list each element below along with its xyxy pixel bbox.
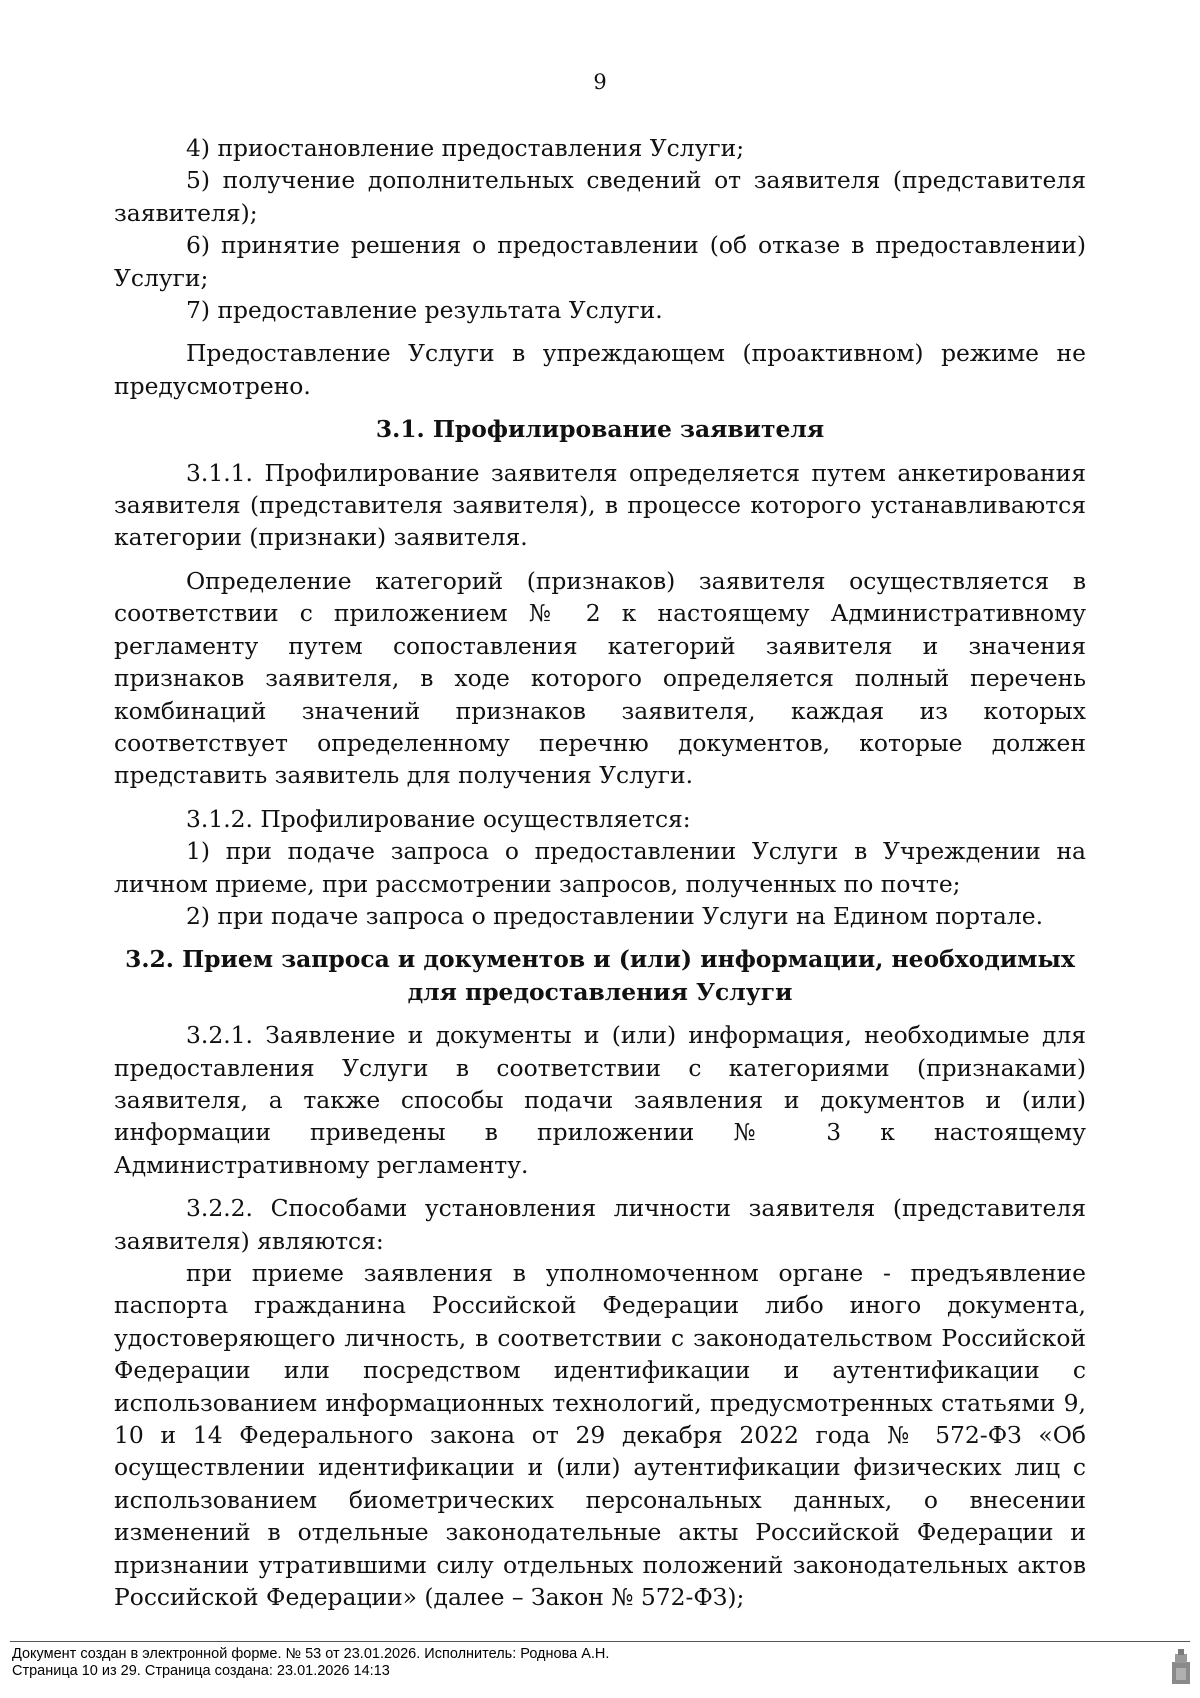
paragraph: 2) при подаче запроса о предоставлении Услуги на Едином портале. — [186, 901, 1044, 930]
paragraph: 3.1.2. Профилирование осуществляется: — [186, 804, 691, 833]
paragraph: 4) приостановление предоставления Услуги; — [186, 134, 745, 162]
paragraph: 3.2.1. Заявление и документы и (или) информация, необходимые для предоставления Услуги в соответствии с категориями (признаками) заявителя, а также способы подачи заявления и документов и (или) информации приведены в приложении № 3 к настоящему Административному регламенту. — [114, 1021, 1086, 1179]
document-footer — [12, 1646, 609, 1680]
section-heading: 3.1. Профилирование заявителя — [375, 415, 825, 444]
paragraph: при приеме заявления в уполномоченном органе - предъявление паспорта гражданина Российской Федерации либо иного документа, удостоверяющего личность, в соответствии с законодательством Российской Федерации или посредством идентификации и аутентификации с использованием информационных технологий, предусмотренных статьями 9, 10 и 14 Федерального закона от 29 декабря 2022 года № 572-ФЗ «Об осуществлении идентификации и (или) аутентификации физических лиц с использованием биометрических персональных данных, о внесении изменений в отдельные законодательные акты Российской Федерации и признании утратившими силу отдельных положений законодательных актов Российской Федерации» (далее – Закон № 572-ФЗ); — [114, 1259, 1086, 1612]
document-body — [114, 132, 1086, 1613]
paragraph: 3.2.2. Способами установления личности заявителя (представителя заявителя) являются: — [114, 1194, 1086, 1255]
page-number: 9 — [593, 70, 607, 94]
paragraph: 6) принятие решения о предоставлении (об отказе в предоставлении) Услуги; — [114, 231, 1086, 292]
footer-line-page: Страница 10 из 29. Страница создана: 23.01.2026 14:13 — [12, 1663, 390, 1679]
paragraph: 7) предоставление результата Услуги. — [186, 296, 663, 325]
emblem-icon — [1170, 1648, 1192, 1686]
section-heading: 3.2. Прием запроса и документов и (или) информации, необходимых для предоставления Услуги — [125, 945, 1075, 1006]
paragraph: 3.1.1. Профилирование заявителя определяется путем анкетирования заявителя (представителя заявителя), в процессе которого устанавливаются категории (признаки) заявителя. — [114, 458, 1086, 552]
paragraph: 1) при подаче запроса о предоставлении Услуги в Учреждении на личном приеме, при рассмотрении запросов, полученных по почте; — [114, 837, 1086, 898]
footer-line-created: Документ создан в электронной форме. № 53 от 23.01.2026. Исполнитель: Роднова А.Н. — [12, 1646, 610, 1662]
paragraph: 5) получение дополнительных сведений от заявителя (представителя заявителя); — [114, 166, 1086, 227]
footer-divider — [10, 1641, 1190, 1642]
paragraph: Предоставление Услуги в упреждающем (проактивном) режиме не предусмотрено. — [114, 339, 1086, 400]
paragraph: Определение категорий (признаков) заявителя осуществляется в соответствии с приложением № 2 к настоящему Административному регламенту путем сопоставления категорий заявителя и значения признаков заявителя, в ходе которого определяется полный перечень комбинаций значений признаков заявителя, каждая из которых соответствует определенному перечню документов, которые должен представить заявитель для получения Услуги. — [114, 566, 1086, 790]
